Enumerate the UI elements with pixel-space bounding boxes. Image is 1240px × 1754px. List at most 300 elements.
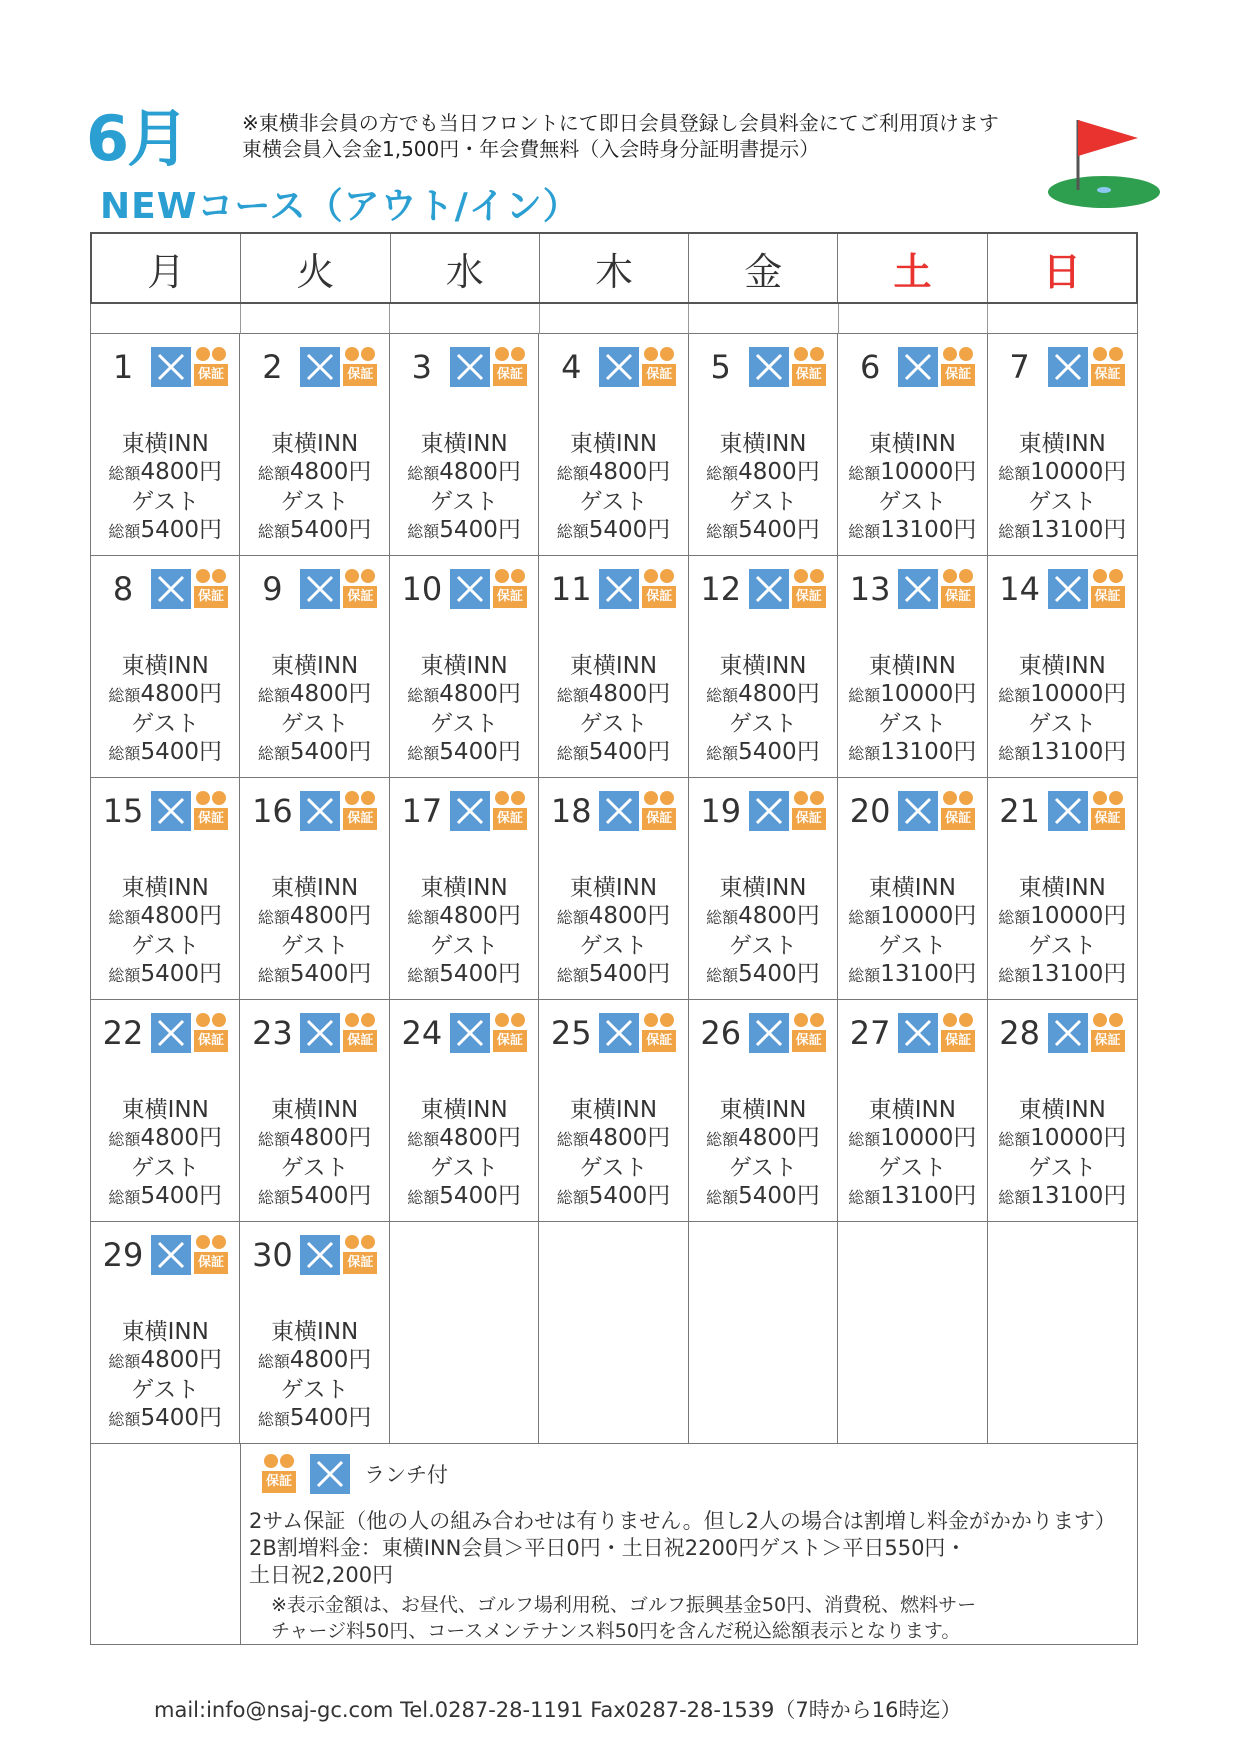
guest-price: 総額5400円 (257, 1405, 372, 1431)
lunch-icon (151, 347, 191, 387)
member-price: 総額4800円 (706, 459, 820, 485)
guest-label: ゲスト (579, 1155, 648, 1181)
lunch-icon (300, 1235, 340, 1275)
member-label: 東横INN (420, 875, 508, 901)
lunch-icon (898, 1013, 938, 1053)
day-cell (390, 1000, 539, 1222)
day-header (844, 1010, 982, 1056)
day-header (97, 788, 235, 834)
legend-note-1: ※表示金額は、お昼代、ゴルフ場利用税、ゴルフ振興基金50円、消費税、燃料サー (271, 1594, 977, 1616)
guest-label: ゲスト (280, 711, 349, 737)
member-price: 総額4800円 (407, 681, 521, 707)
guest-price: 総額5400円 (556, 739, 671, 765)
price-block (539, 1096, 687, 1212)
day-number: 19 (700, 792, 742, 830)
day-cell (689, 778, 838, 1000)
weekday-sat: 土 (838, 234, 987, 302)
guest-price: 総額13100円 (848, 739, 977, 765)
guest-label: ゲスト (878, 1155, 947, 1181)
day-cell (91, 778, 240, 1000)
day-cell (988, 556, 1137, 778)
lunch-icon (749, 569, 789, 609)
member-price: 総額4800円 (556, 903, 671, 929)
member-label: 東横INN (719, 875, 807, 901)
price-block (689, 430, 837, 546)
day-cell (689, 556, 838, 778)
day-number: 5 (710, 348, 731, 386)
guest-price: 総額13100円 (998, 961, 1127, 987)
empty-cell (539, 1222, 688, 1444)
guest-label: ゲスト (728, 489, 797, 515)
guest-price: 総額5400円 (108, 739, 222, 765)
day-number: 26 (700, 1014, 742, 1052)
member-label: 東横INN (569, 431, 658, 457)
guest-price: 総額5400円 (407, 1183, 521, 1209)
member-price: 総額4800円 (257, 1125, 372, 1151)
member-price: 総額4800円 (407, 903, 521, 929)
member-label: 東横INN (868, 1097, 956, 1123)
day-number: 2 (262, 348, 283, 386)
day-number: 15 (102, 792, 144, 830)
price-block (689, 1096, 837, 1212)
day-header (695, 566, 833, 612)
guest-price: 総額5400円 (257, 517, 372, 543)
member-label: 東横INN (121, 1319, 209, 1345)
guarantee-icon: 保証 (194, 1013, 228, 1053)
member-price: 総額4800円 (257, 459, 372, 485)
day-number: 23 (252, 1014, 293, 1052)
day-number: 14 (999, 570, 1040, 608)
guarantee-icon: 保証 (642, 569, 676, 609)
weekday-mon: 月 (92, 234, 241, 302)
day-cell (240, 556, 389, 778)
member-label: 東横INN (868, 431, 956, 457)
guarantee-icon: 保証 (343, 569, 377, 609)
guarantee-icon: 保証 (642, 791, 676, 831)
price-block (390, 652, 538, 768)
day-number: 25 (550, 1014, 592, 1052)
lunch-icon (1048, 569, 1088, 609)
member-label: 東横INN (569, 875, 658, 901)
day-cell (240, 1222, 389, 1444)
day-number: 6 (859, 348, 881, 386)
empty-cell (988, 1222, 1137, 1444)
day-cell (838, 334, 987, 556)
lunch-icon (450, 791, 490, 831)
lunch-icon (1048, 347, 1088, 387)
lunch-icon (300, 347, 340, 387)
day-header (695, 788, 833, 834)
price-block (838, 430, 986, 546)
guarantee-icon: 保証 (343, 1013, 377, 1053)
guarantee-icon: 保証 (792, 347, 826, 387)
empty-cell (689, 1222, 838, 1444)
weekday-tue: 火 (241, 234, 390, 302)
member-price: 総額10000円 (848, 903, 977, 929)
day-header (246, 788, 384, 834)
guest-label: ゲスト (579, 933, 648, 959)
day-cell (838, 556, 987, 778)
day-number: 7 (1009, 348, 1030, 386)
day-cell (988, 778, 1137, 1000)
guest-label: ゲスト (131, 489, 200, 515)
day-header (844, 788, 982, 834)
legend-line-1: 2サム保証（他の人の組み合わせは有りません。但し2人の場合は割増し料金がかかります） (249, 1509, 1116, 1533)
guarantee-icon: 保証 (941, 569, 975, 609)
day-header (396, 566, 534, 612)
legend-line-2: 2B割増料金：東横INN会員＞平日0円・土日祝2200円ゲスト＞平日550円・ (249, 1536, 967, 1560)
guest-label: ゲスト (430, 711, 499, 737)
day-cell (539, 1000, 688, 1222)
legend-body (241, 1444, 1137, 1644)
lunch-icon (300, 791, 340, 831)
day-number: 11 (550, 570, 592, 608)
lunch-icon (450, 569, 490, 609)
day-header (994, 344, 1133, 390)
guest-label: ゲスト (131, 933, 200, 959)
guest-label: ゲスト (430, 933, 499, 959)
guest-label: ゲスト (280, 489, 349, 515)
guarantee-icon: 保証 (941, 347, 975, 387)
member-label: 東横INN (271, 653, 359, 679)
guest-price: 総額5400円 (706, 1183, 820, 1209)
lunch-icon (300, 569, 340, 609)
member-price: 総額4800円 (257, 903, 372, 929)
day-cell (240, 334, 389, 556)
day-cell (539, 556, 688, 778)
lunch-icon (450, 347, 490, 387)
guest-label: ゲスト (878, 711, 947, 737)
member-price: 総額4800円 (556, 681, 671, 707)
member-price: 総額4800円 (407, 1125, 521, 1151)
day-header (97, 344, 235, 390)
day-number: 17 (401, 792, 443, 830)
guarantee-icon: 保証 (792, 791, 826, 831)
member-label: 東横INN (271, 1319, 359, 1345)
day-cell (240, 778, 389, 1000)
member-label: 東横INN (121, 1097, 209, 1123)
guarantee-icon: 保証 (792, 569, 826, 609)
member-price: 総額4800円 (108, 903, 222, 929)
day-cell (689, 1000, 838, 1222)
month-title: 6月 (86, 102, 188, 175)
lunch-icon (300, 1013, 340, 1053)
guest-label: ゲスト (131, 1155, 200, 1181)
member-price: 総額10000円 (848, 1125, 977, 1151)
day-header (695, 1010, 833, 1056)
guest-label: ゲスト (728, 711, 797, 737)
day-header (994, 566, 1133, 612)
guarantee-icon: 保証 (941, 1013, 975, 1053)
price-block (838, 874, 986, 990)
day-header (844, 344, 982, 390)
day-cell (838, 778, 987, 1000)
day-number: 10 (401, 570, 443, 608)
guest-price: 総額5400円 (257, 961, 372, 987)
guest-label: ゲスト (728, 1155, 797, 1181)
member-label: 東横INN (121, 875, 209, 901)
member-price: 総額10000円 (848, 681, 977, 707)
member-price: 総額10000円 (998, 681, 1127, 707)
day-header (97, 1010, 235, 1056)
price-block (390, 430, 538, 546)
weekday-wed: 水 (391, 234, 540, 302)
price-block (539, 652, 687, 768)
guest-label: ゲスト (1028, 1155, 1097, 1181)
course-title: NEWコース（アウト/イン） (100, 186, 580, 227)
member-label: 東横INN (1018, 875, 1106, 901)
guest-price: 総額13100円 (848, 961, 977, 987)
day-header (396, 344, 534, 390)
lunch-icon (151, 791, 191, 831)
guarantee-icon: 保証 (343, 1235, 377, 1275)
day-number: 16 (252, 792, 293, 830)
day-cell (390, 334, 539, 556)
member-price: 総額4800円 (257, 1347, 372, 1373)
member-label: 東横INN (868, 653, 956, 679)
price-block (390, 1096, 538, 1212)
day-header (545, 788, 683, 834)
price-block (240, 1318, 388, 1434)
guest-label: ゲスト (878, 933, 947, 959)
day-number: 27 (849, 1014, 891, 1052)
day-cell (91, 556, 240, 778)
price-block (91, 430, 239, 546)
notice-line-2: 東横会員入会金1,500円・年会費無料（入会時身分証明書提示） (242, 137, 820, 161)
day-cell (91, 1222, 240, 1444)
member-label: 東横INN (420, 653, 508, 679)
lunch-icon (599, 1013, 639, 1053)
guarantee-icon: 保証 (262, 1454, 296, 1494)
membership-notice (242, 110, 999, 162)
guest-label: ゲスト (728, 933, 797, 959)
guest-price: 総額5400円 (108, 1183, 222, 1209)
day-header (545, 344, 683, 390)
member-price: 総額4800円 (706, 903, 820, 929)
day-header (246, 1010, 384, 1056)
day-header (994, 788, 1133, 834)
price-block (838, 1096, 986, 1212)
guest-price: 総額5400円 (706, 517, 820, 543)
price-block (240, 430, 388, 546)
guarantee-icon: 保証 (493, 347, 527, 387)
guarantee-icon: 保証 (1091, 1013, 1125, 1053)
price-block (988, 1096, 1137, 1212)
member-label: 東横INN (271, 431, 359, 457)
header-spacer (90, 304, 1138, 334)
guest-price: 総額5400円 (556, 517, 671, 543)
day-number: 4 (561, 348, 582, 386)
price-block (539, 874, 687, 990)
lunch-icon (599, 347, 639, 387)
guest-label: ゲスト (430, 1155, 499, 1181)
guest-price: 総額5400円 (556, 1183, 671, 1209)
day-header (545, 1010, 683, 1056)
member-label: 東横INN (719, 431, 807, 457)
day-header (246, 344, 384, 390)
guarantee-icon: 保証 (642, 347, 676, 387)
day-number: 30 (252, 1236, 293, 1274)
day-header (97, 1232, 235, 1278)
lunch-icon (310, 1454, 350, 1494)
guest-price: 総額5400円 (407, 739, 521, 765)
member-label: 東横INN (420, 1097, 508, 1123)
guest-price: 総額5400円 (257, 1183, 372, 1209)
lunch-icon (599, 569, 639, 609)
day-number: 28 (999, 1014, 1040, 1052)
member-price: 総額4800円 (556, 1125, 671, 1151)
guest-label: ゲスト (1028, 711, 1097, 737)
guarantee-icon: 保証 (493, 1013, 527, 1053)
member-price: 総額4800円 (108, 1347, 222, 1373)
guest-label: ゲスト (1028, 489, 1097, 515)
guarantee-icon: 保証 (1091, 347, 1125, 387)
member-label: 東横INN (1018, 653, 1106, 679)
empty-cell (390, 1222, 539, 1444)
day-cell (689, 334, 838, 556)
lunch-label: ランチ付 (364, 1463, 448, 1487)
member-price: 総額10000円 (998, 903, 1127, 929)
guest-price: 総額13100円 (998, 739, 1127, 765)
member-price: 総額10000円 (998, 459, 1127, 485)
price-block (91, 874, 239, 990)
day-number: 24 (401, 1014, 443, 1052)
day-header (545, 566, 683, 612)
guest-price: 総額5400円 (108, 1405, 222, 1431)
legend-blank (91, 1444, 241, 1644)
guest-price: 総額5400円 (706, 739, 820, 765)
guarantee-icon: 保証 (493, 569, 527, 609)
day-header (844, 566, 982, 612)
guest-price: 総額13100円 (848, 1183, 977, 1209)
member-price: 総額10000円 (848, 459, 977, 485)
price-block (390, 874, 538, 990)
day-header (396, 1010, 534, 1056)
member-price: 総額4800円 (556, 459, 671, 485)
day-number: 12 (700, 570, 742, 608)
guarantee-icon: 保証 (194, 1235, 228, 1275)
legend-note (271, 1592, 1127, 1644)
member-label: 東横INN (569, 1097, 658, 1123)
day-header (695, 344, 833, 390)
guest-label: ゲスト (430, 489, 499, 515)
guest-price: 総額5400円 (706, 961, 820, 987)
day-number: 22 (102, 1014, 144, 1052)
price-block (988, 652, 1137, 768)
guarantee-icon: 保証 (194, 569, 228, 609)
guest-price: 総額5400円 (407, 517, 521, 543)
guest-price: 総額5400円 (556, 961, 671, 987)
member-label: 東横INN (1018, 431, 1106, 457)
member-label: 東横INN (271, 875, 359, 901)
member-price: 総額10000円 (998, 1125, 1127, 1151)
day-cell (539, 778, 688, 1000)
lunch-icon (749, 791, 789, 831)
guarantee-icon: 保証 (194, 791, 228, 831)
guarantee-icon: 保証 (941, 791, 975, 831)
guarantee-icon: 保証 (343, 347, 377, 387)
legend-text (249, 1508, 1131, 1589)
lunch-icon (151, 1235, 191, 1275)
day-number: 21 (999, 792, 1040, 830)
lunch-icon (898, 569, 938, 609)
guest-price: 総額5400円 (108, 961, 222, 987)
guest-price: 総額5400円 (257, 739, 372, 765)
member-price: 総額4800円 (257, 681, 372, 707)
guest-price: 総額13100円 (998, 517, 1127, 543)
lunch-icon (749, 347, 789, 387)
guest-label: ゲスト (280, 1155, 349, 1181)
member-price: 総額4800円 (407, 459, 521, 485)
day-header (246, 566, 384, 612)
lunch-icon (151, 1013, 191, 1053)
member-label: 東横INN (420, 431, 508, 457)
day-cell (91, 334, 240, 556)
day-cell (91, 1000, 240, 1222)
day-header (246, 1232, 384, 1278)
member-price: 総額4800円 (706, 1125, 820, 1151)
price-block (988, 430, 1137, 546)
price-block (91, 1096, 239, 1212)
member-label: 東横INN (271, 1097, 359, 1123)
day-cell (390, 778, 539, 1000)
day-cell (988, 1000, 1137, 1222)
member-label: 東横INN (121, 431, 209, 457)
guest-label: ゲスト (579, 489, 648, 515)
lunch-icon (898, 791, 938, 831)
day-number: 3 (411, 348, 433, 386)
day-header (97, 566, 235, 612)
member-label: 東横INN (719, 1097, 807, 1123)
day-cell (988, 334, 1137, 556)
member-price: 総額4800円 (108, 1125, 222, 1151)
day-cell (390, 556, 539, 778)
lunch-icon (898, 347, 938, 387)
weekday-thu: 木 (540, 234, 689, 302)
member-label: 東横INN (868, 875, 956, 901)
lunch-icon (450, 1013, 490, 1053)
price-block (240, 652, 388, 768)
day-number: 20 (849, 792, 891, 830)
member-price: 総額4800円 (108, 459, 222, 485)
member-price: 総額4800円 (108, 681, 222, 707)
guarantee-icon: 保証 (493, 791, 527, 831)
weekday-fri: 金 (689, 234, 838, 302)
member-label: 東横INN (121, 653, 209, 679)
guest-label: ゲスト (131, 711, 200, 737)
day-header (396, 788, 534, 834)
legend (90, 1444, 1138, 1645)
guest-label: ゲスト (280, 933, 349, 959)
day-number: 29 (102, 1236, 144, 1274)
day-number: 1 (112, 348, 134, 386)
lunch-icon (151, 569, 191, 609)
golf-flag-icon (1040, 112, 1170, 212)
day-number: 9 (262, 570, 283, 608)
guest-price: 総額13100円 (998, 1183, 1127, 1209)
price-block (988, 874, 1137, 990)
guarantee-icon: 保証 (792, 1013, 826, 1053)
price-block (91, 652, 239, 768)
price-block (240, 1096, 388, 1212)
notice-line-1: ※東横非会員の方でも当日フロントにて即日会員登録し会員料金にてご利用頂けます (242, 111, 999, 135)
guest-price: 総額5400円 (407, 961, 521, 987)
member-label: 東横INN (719, 653, 807, 679)
lunch-icon (1048, 1013, 1088, 1053)
guarantee-icon: 保証 (1091, 569, 1125, 609)
day-cell (240, 1000, 389, 1222)
day-cell (539, 334, 688, 556)
